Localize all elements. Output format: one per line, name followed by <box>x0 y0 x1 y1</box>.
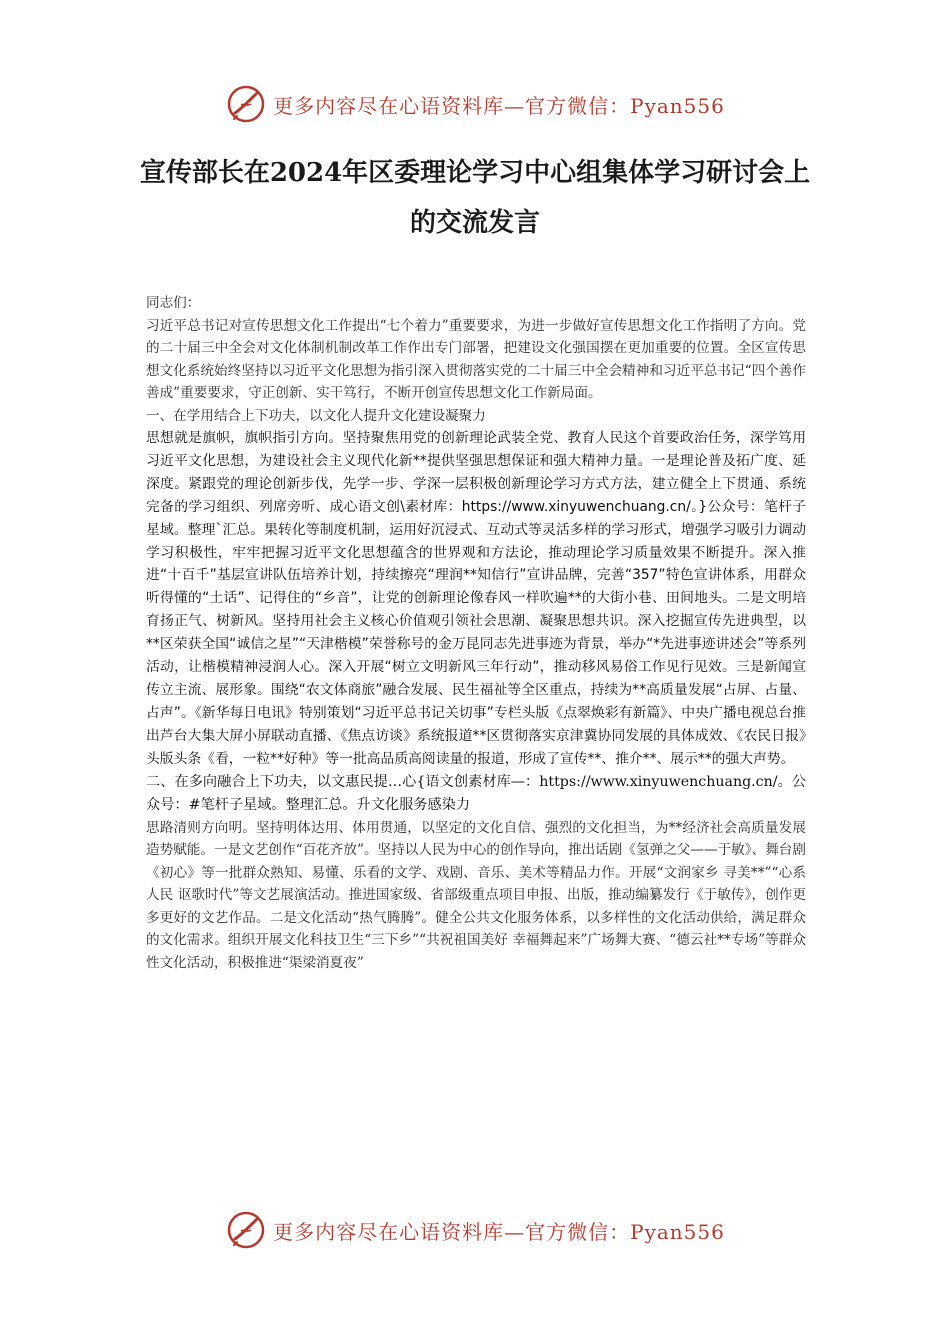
document-title: 宣传部长在2024年区委理论学习中心组集体学习研讨会上的交流发言 <box>139 158 811 238</box>
section-heading-2: 二、在多向融合上下功夫，以文惠民提…心{语文创素材库—：https://www.xinyuwenchuang.cn/。公众号：#笔杆子星域。整理汇总。升文化服务感染力 <box>146 773 806 813</box>
section-heading-1: 一、在学用结合上下功夫，以文化人提升文化建设凝聚力 <box>146 407 486 424</box>
watermark-banner-bottom <box>0 1208 950 1252</box>
watermark-text: 更多内容尽在心语资料库—官方微信：Pyan556 <box>273 1219 725 1244</box>
document-body <box>146 292 806 974</box>
section-2-paragraph: 思路清则方向明。坚持明体达用、体用贯通，以坚定的文化自信、强烈的文化担当，为**经济社会高质量发展造势赋能。一是文艺创作“百花齐放”。坚持以人民为中心的创作导向，推出话剧《氢弹之父——于敏》、舞台剧《初心》等一批群众熟知、易懂、乐看的文学、戏剧、音乐、美术等精品力作。开展“文润家乡 寻美**”“心系人民 讴歌时代”等文艺展演活动。推进国家级、省部级重点项目申报、出版，推动编纂发行《于敏传》，创作更多更好的文艺作品。二是文化活动“热气腾腾”。健全公共文化服务体系，以多样性的文化活动供给，满足群众的文化需求。组织开展文化科技卫生“三下乡”“共祝祖国美好 幸福舞起来”广场舞大赛、“德云社**专场”等群众性文化活动，积极推进“渠梁消夏夜” <box>146 819 806 971</box>
section-1-paragraph: 思想就是旗帜，旗帜指引方向。坚持聚焦用党的创新理论武装全党、教育人民这个首要政治任务，深学笃用习近平文化思想，为建设社会主义现代化新**提供坚强思想保证和强大精神力量。一是理论普及拓广度、延深度。紧跟党的理论创新步伐，先学一步、学深一层积极创新理论学习方式方法，建立健全上下贯通、系统完备的学习组织、列席旁听、成心语文创\素材库：https://www.xinyuwenchuang.cn/。}公众号：笔杆子星域。整理`汇总。果转化等制度机制，运用好沉浸式、互动式等灵活多样的学习形式，增强学习吸引力调动学习积极性，牢牢把握习近平文化思想蕴含的世界观和方法论，推动理论学习质量效果不断提升。深入推进“十百千”基层宣讲队伍培养计划，持续擦亮“理润**知信行”宣讲品牌，完善“357”特色宣讲体系，用群众听得懂的“土话”、记得住的“乡音”，让党的创新理论像春风一样吹遍**的大街小巷、田间地头。二是文明培育扬正气、树新风。坚持用社会主义核心价值观引领社会思潮、凝聚思想共识。深入挖掘宣传先进典型，以**区荣获全国“诚信之星”“天津楷模”荣誉称号的金万昆同志先进事迹为背景，举办“*先进事迹讲述会”等系列活动，让楷模精神浸润人心。深入开展“树立文明新风三年行动”，推动移风易俗工作见行见效。三是新闻宣传立主流、展形象。围绕“农文体商旅”融合发展、民生福祉等全区重点，持续为**高质量发展“占屏、占量、占声”。《新华每日电讯》特别策划“习近平总书记关切事”专栏头版《点翠焕彩有新篇》、中央广播电视总台推出芦台大集大屏小屏联动直播、《焦点访谈》系统报道**区贯彻落实京津冀协同发展的具体成效、《农民日报》头版头条《看，一粒**好种》等一批高品质高阅读量的报道，形成了宣传**、推介**、展示**的强大声势。 <box>146 430 806 767</box>
watermark-text: 更多内容尽在心语资料库—官方微信：Pyan556 <box>273 93 725 118</box>
pen-logo-icon <box>225 83 267 125</box>
salutation: 同志们： <box>146 295 201 311</box>
watermark-banner-top <box>0 82 950 126</box>
pen-logo-icon <box>225 1209 267 1251</box>
intro-paragraph: 习近平总书记对宣传思想文化工作提出“七个着力”重要要求，为进一步做好宣传思想文化工作指明了方向。党的二十届三中全会对文化体制机制改革工作作出专门部署，把建设文化强国摆在更加重要的位置。全区宣传思想文化系统始终坚持以习近平文化思想为指引深入贯彻落实党的二十届三中全会精神和习近平总书记“四个善作善成”重要要求，守正创新、实干笃行，不断开创宣传思想文化工作新局面。 <box>146 317 806 401</box>
